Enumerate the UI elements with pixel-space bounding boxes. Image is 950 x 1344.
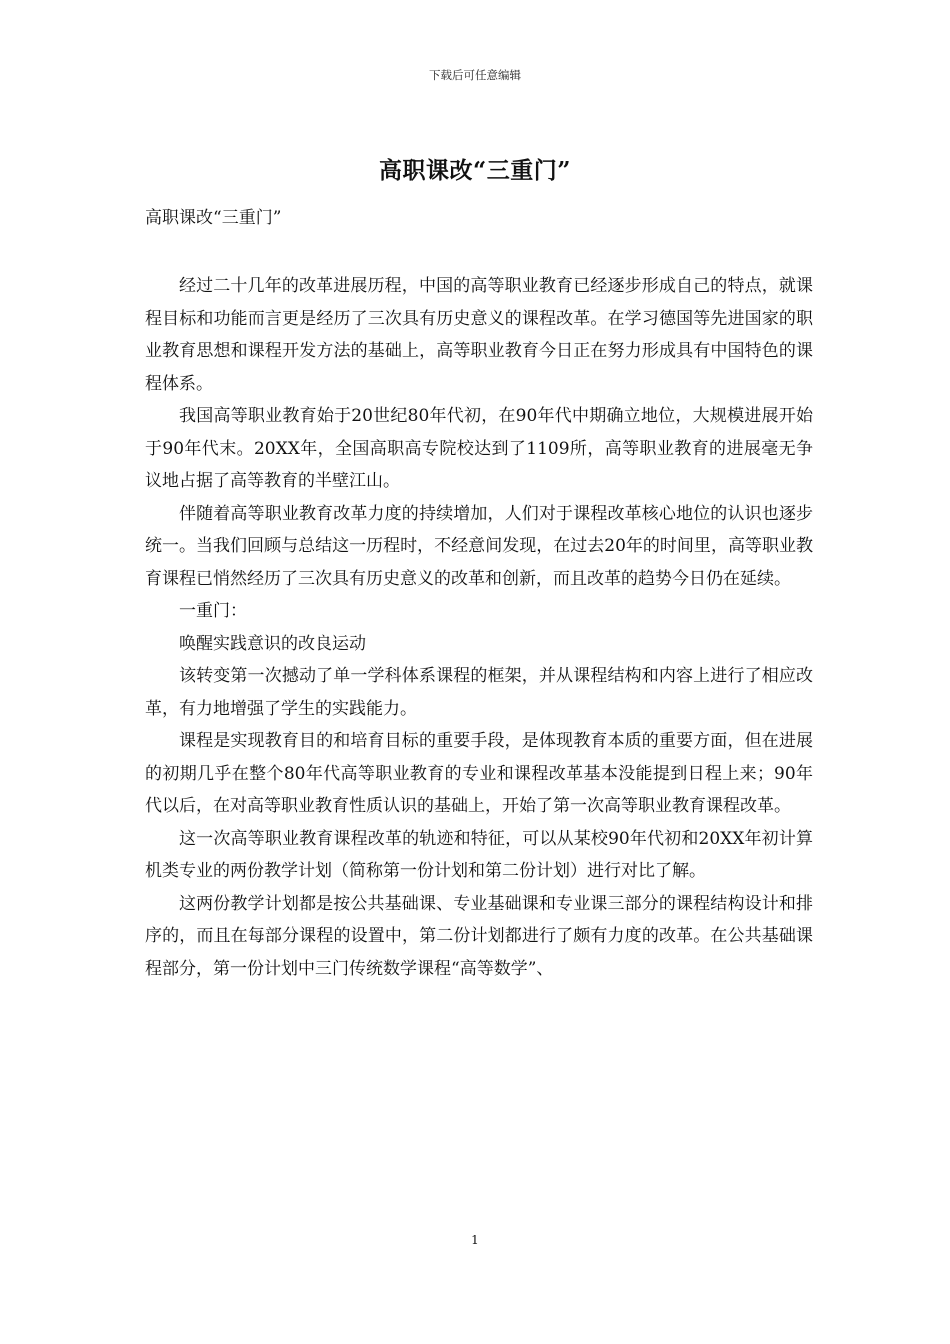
paragraph: 课程是实现教育目的和培育目标的重要手段，是体现教育本质的重要方面，但在进展的初期几乎在整个80年代高等职业教育的专业和课程改革基本没能提到日程上来；90年代以后，在对高等职业教育性质认识的基础上，开始了第一次高等职业教育课程改革。 <box>145 731 813 816</box>
paragraph: 这两份教学计划都是按公共基础课、专业基础课和专业课三部分的课程结构设计和排序的，而且在每部分课程的设置中，第二份计划都进行了颇有力度的改革。在公共基础课程部分，第一份计划中三门传统数学课程“高等数学”、 <box>145 893 813 979</box>
page-header: 下载后可任意编辑 <box>429 68 521 82</box>
paragraph: 经过二十几年的改革进展历程，中国的高等职业教育已经逐步形成自己的特点，就课程目标和功能而言更是经历了三次具有历史意义的课程改革。在学习德国等先进国家的职业教育思想和课程开发方法的基础上，高等职业教育今日正在努力形成具有中国特色的课程体系。 <box>145 276 813 394</box>
document-subtitle: 高职课改“三重门” <box>145 208 282 228</box>
section-heading: 一重门： <box>179 601 247 621</box>
page-number: 1 <box>471 1233 479 1247</box>
paragraph: 该转变第一次撼动了单一学科体系课程的框架，并从课程结构和内容上进行了相应改革，有力地增强了学生的实践能力。 <box>145 666 813 719</box>
paragraph: 伴随着高等职业教育改革力度的持续增加，人们对于课程改革核心地位的认识也逐步统一。当我们回顾与总结这一历程时，不经意间发现，在过去20年的时间里，高等职业教育课程已悄然经历了三次具有历史意义的改革和创新，而且改革的趋势今日仍在延续。 <box>145 503 813 589</box>
paragraph: 我国高等职业教育始于20世纪80年代初，在90年代中期确立地位，大规模进展开始于90年代末。20XX年，全国高职高专院校达到了1109所，高等职业教育的进展毫无争议地占据了高等教育的半壁江山。 <box>145 406 813 491</box>
section-subheading: 唤醒实践意识的改良运动 <box>179 633 366 654</box>
paragraph: 这一次高等职业教育课程改革的轨迹和特征，可以从某校90年代初和20XX年初计算机类专业的两份教学计划（简称第一份计划和第二份计划）进行对比了解。 <box>145 828 813 881</box>
document-title: 高职课改“三重门” <box>379 157 571 184</box>
document-body <box>145 270 813 985</box>
